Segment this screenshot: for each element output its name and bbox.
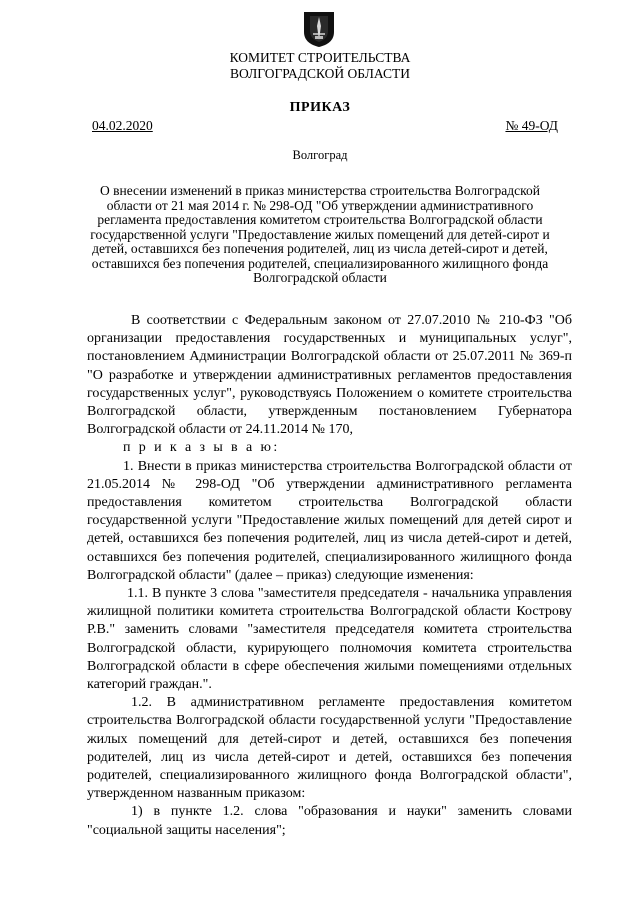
organization-name [0, 50, 640, 82]
document-date: 04.02.2020 [92, 118, 153, 133]
document-subject [90, 184, 550, 286]
item-1-paragraph: 1. Внести в приказ министерства строительства Волгоградской области от 21.05.2014 № 298-ОД "Об утверждении административного регламента предоставления комитетом строительства Волгоградской области государственной услуги "Предоставление жилых помещений для детей сирот и детей, оставшихся без попечения родителей, лиц из числа детей-сирот и детей, оставшихся без попечения родителей, специализированного жилищного фонда Волгоградской области" (далее – приказ) следующие изменения: [87, 458, 572, 583]
item-1-2-paragraph: 1.2. В административном регламенте предоставления комитетом строительства Волгоградской области государственной услуги "Предоставление жилых помещений для детей-сирот и детей, оставшихся без попечения родителей, лиц из числа детей-сирот и детей, оставшихся без попечения родителей, специализированного жилищного фонда Волгоградской области", утвержденном названным приказом: [87, 695, 572, 802]
order-word: п р и к а з ы в а ю: [123, 440, 280, 456]
organization-line-1: КОМИТЕТ СТРОИТЕЛЬСТВА [229, 50, 411, 65]
document-type: ПРИКАЗ [289, 100, 351, 115]
coat-of-arms-icon [300, 10, 338, 48]
document-body [87, 312, 572, 840]
document-number: № 49-ОД [505, 118, 558, 133]
subject-text: О внесении изменений в приказ министерства строительства Волгоградской области от 21 мая 2014 г. № 298-ОД "Об утверждении административного регламента предоставления комитетом строительства Волгоградской области государственной услуги "Предоставление жилых помещений для детей-сирот и детей, оставшихся без попечения родителей, лиц из числа детей-сирот и детей, оставшихся без попечения родителей, специализированного жилищного фонда Волгоградской области [90, 183, 550, 285]
preamble-paragraph: В соответствии с Федеральным законом от 27.07.2010 № 210-ФЗ "Об организации предоставления государственных и муниципальных услуг", постановлением Администрации Волгоградской области от 25.07.2011 № 369-п "О разработке и утверждении административных регламентов предоставления государственных услуг", руководствуясь Положением о комитете строительства Волгоградской области, утвержденным постановлением Губернатора Волгоградской области от 24.11.2014 № 170, [87, 313, 572, 438]
item-1-2-1-paragraph: 1) в пункте 1.2. слова "образования и науки" заменить словами "социальной защиты населения"; [87, 804, 572, 838]
document-city: Волгоград [292, 148, 348, 162]
item-1-1-paragraph: 1.1. В пункте 3 слова "заместителя председателя - начальника управления жилищной политики комитета строительства Волгоградской области Кострову Р.В." заменить словами "заместителя председателя комитета строительства Волгоградской области, курирующего полномочия комитета строительства Волгоградской области в сфере обеспечения жилыми помещениями отдельных категорий граждан.". [87, 586, 572, 693]
organization-line-2: ВОЛГОГРАДСКОЙ ОБЛАСТИ [230, 66, 410, 81]
